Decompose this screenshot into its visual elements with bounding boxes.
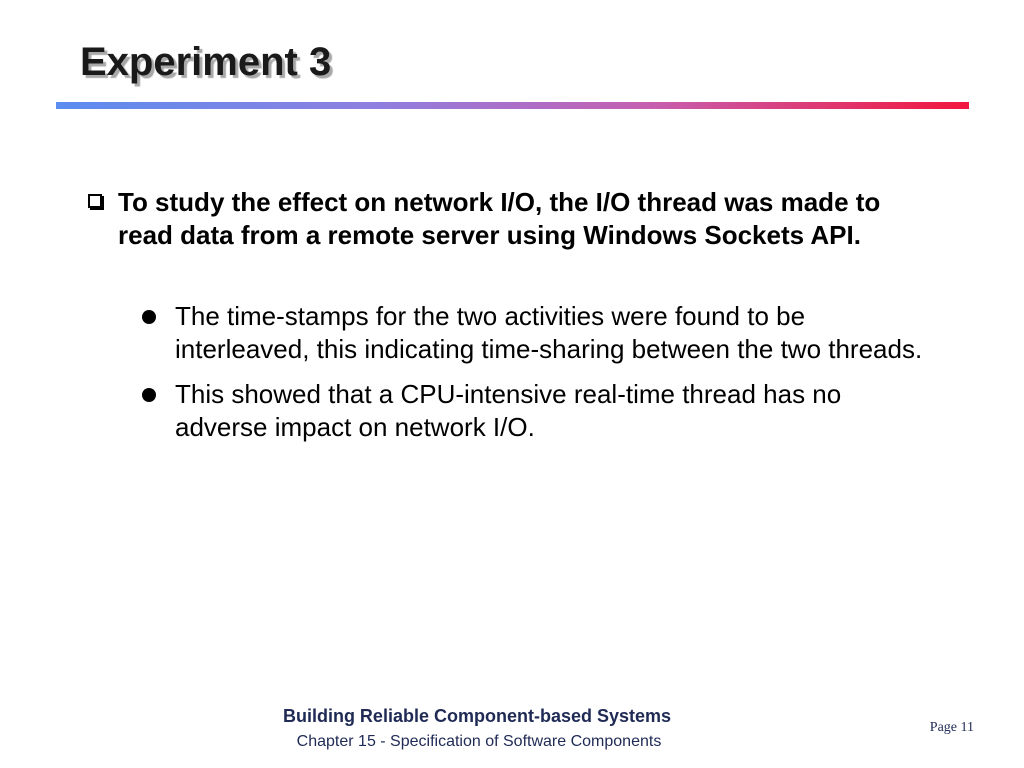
footer-subtitle: Chapter 15 - Specification of Software Components xyxy=(296,733,662,750)
sub-bullet xyxy=(142,378,942,444)
filled-circle-bullet-icon xyxy=(142,310,156,324)
page-number: Page 11 xyxy=(929,720,974,735)
main-bullet-text: To study the effect on network I/O, the I/O thread was made to read data from a remote server using Windows Sockets API. xyxy=(118,187,881,250)
sub-bullet-text: The time-stamps for the two activities were found to be interleaved, this indicating time-sharing between the two threads. xyxy=(175,301,923,364)
slide-title: Experiment 3 xyxy=(80,40,332,84)
filled-circle-bullet-icon xyxy=(142,388,156,402)
sub-bullet xyxy=(142,300,942,366)
main-bullet xyxy=(88,186,928,252)
footer-title: Building Reliable Component-based Systems xyxy=(282,706,672,726)
sub-bullet-list xyxy=(142,300,942,456)
hollow-square-bullet-icon xyxy=(88,194,102,208)
sub-bullet-text: This showed that a CPU-intensive real-time thread has no adverse impact on network I/O. xyxy=(175,379,842,442)
title-divider xyxy=(56,102,969,109)
